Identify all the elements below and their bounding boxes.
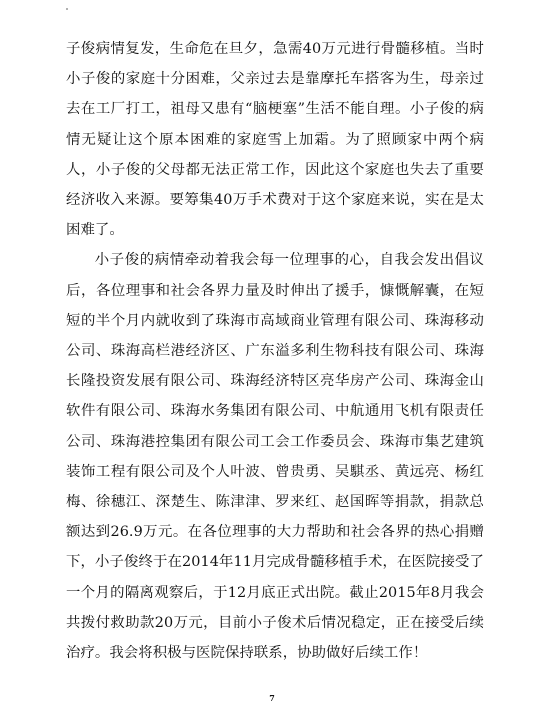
body-paragraph-2: 小子俊的病情牵动着我会每一位理事的心，自我会发出倡议后，各位理事和社会各界力量及时伸出了援手，慷慨解囊，在短短的半个月内就收到了珠海市高域商业管理有限公司、珠海移动公司、珠海高栏港经济区、广东溢多利生物科技有限公司、珠海长隆投资发展有限公司、珠海经济特区亮华房产公司、珠海金山软件有限公司、珠海水务集团有限公司、中航通用飞机有限责任公司、珠海港控集团有限公司工会工作委员会、珠海市集艺建筑装饰工程有限公司及个人叶波、曾贵勇、吴騏丞、黄远亮、杨红梅、徐穗江、深楚生、陈津津、罗来红、赵国晖等捐款，捐款总额达到26.9万元。在各位理事的大力帮助和社会各界的热心捐赠下，小子俊终于在2014年11月完成骨髓移植手术，在医院接受了一个月的隔离观察后，于12月底正式出院。截止2015年8月我会共拨付救助款20万元，目前小子俊术后情况稳定，正在接受后续治疗。我会将积极与医院保持联系，协助做好后续工作！ [66, 252, 484, 662]
page-number: 7 [269, 693, 275, 703]
body-paragraph-1: 子俊病情复发，生命危在旦夕，急需40万元进行骨髓移植。当时小子俊的家庭十分困难，父亲过去是靠摩托车搭客为生，母亲过去在工厂打工，祖母又患有“脑梗塞”生活不能自理。小子俊的病情无疑让这个原本困难的家庭雪上加霜。为了照顾家中两个病人，小子俊的父母都无法正常工作，因此这个家庭也失去了重要经济收入来源。要筹集40万手术费对于这个家庭来说，实在是太困难了。 [66, 41, 484, 239]
top-mark [66, 8, 68, 10]
